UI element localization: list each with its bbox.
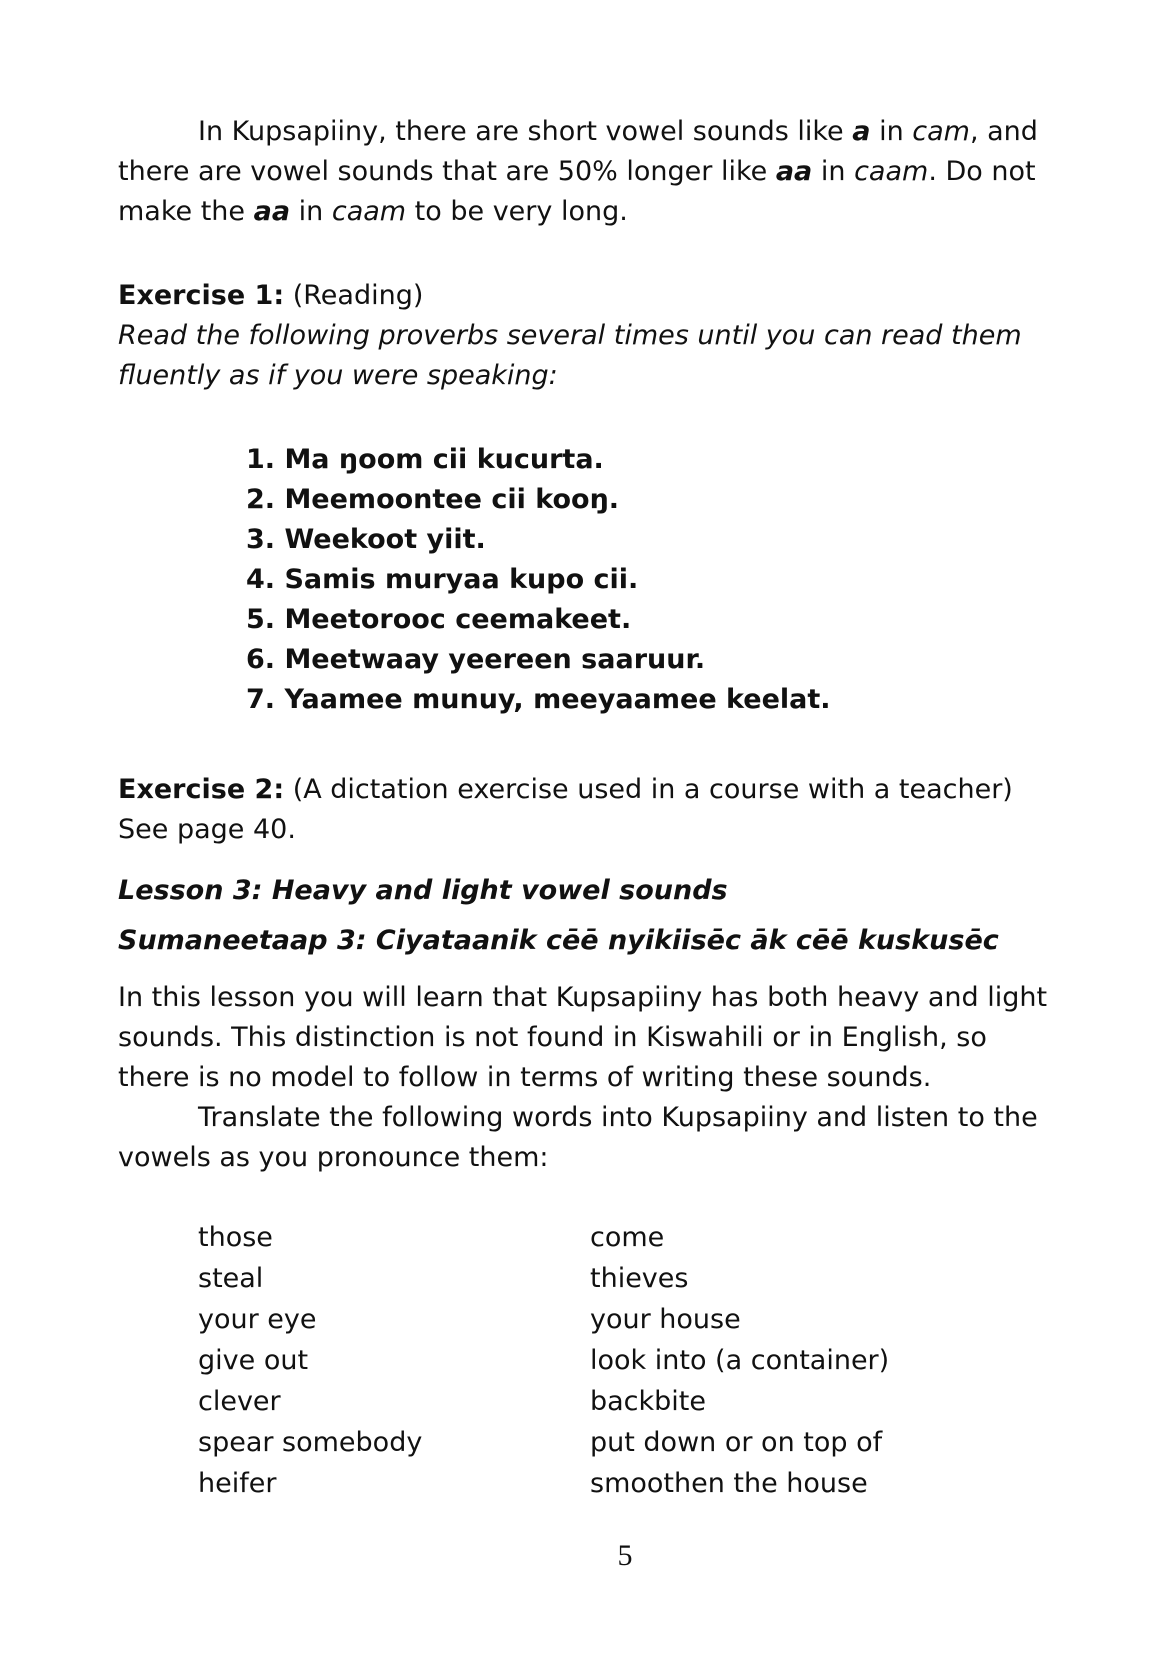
proverb-item: 1. Ma ŋoom cii kucurta. xyxy=(246,444,604,475)
proverb-list xyxy=(246,440,831,720)
word-item: put down or on top of xyxy=(590,1427,883,1458)
word-item: steal xyxy=(198,1263,264,1294)
intro-example-vowel: aa xyxy=(253,196,291,227)
intro-text: in xyxy=(870,116,913,147)
lesson-3-heading xyxy=(118,866,1063,966)
intro-example-vowel: aa xyxy=(775,156,813,187)
word-item: heifer xyxy=(198,1468,277,1499)
intro-paragraph xyxy=(118,112,1063,232)
lesson-paragraph: In this lesson you will learn that Kupsapiiny has both heavy and light sounds. This distinction is not found in Kiswahili or in English, so there is no model to follow in terms of writing these sounds. xyxy=(118,982,1048,1093)
intro-example-word: cam xyxy=(912,116,970,147)
word-item: those xyxy=(198,1222,273,1253)
intro-example-word: caam xyxy=(854,156,929,187)
proverb-item: 6. Meetwaay yeereen saaruur. xyxy=(246,644,706,675)
word-item: clever xyxy=(198,1386,281,1417)
intro-text: to be very long. xyxy=(406,196,628,227)
intro-text: In Kupsapiiny, there are short vowel sounds like xyxy=(198,116,853,147)
intro-example-word: caam xyxy=(331,196,407,227)
exercise-1-label: Exercise 1: xyxy=(118,280,285,311)
exercise-1 xyxy=(118,276,1063,396)
proverb-item: 7. Yaamee munuy, meeyaamee keelat. xyxy=(246,684,831,715)
intro-text: , and there are vowel sounds that are 50% longer like xyxy=(118,116,1038,187)
exercise-2 xyxy=(118,770,1063,850)
exercise-1-type: (Reading) xyxy=(284,280,424,311)
word-item: come xyxy=(590,1222,665,1253)
word-list xyxy=(198,1218,998,1505)
exercise-2-heading xyxy=(118,770,1063,810)
intro-example-vowel: a xyxy=(852,116,871,147)
intro-text: . Do not make the xyxy=(118,156,1036,227)
word-item: give out xyxy=(198,1345,309,1376)
proverb-item: 5. Meetorooc ceemakeet. xyxy=(246,604,632,635)
word-item: your house xyxy=(590,1304,741,1335)
lesson-body xyxy=(118,978,1063,1178)
lesson-subtitle: Sumaneetaap 3: Ciyataanik cēē nyikiisēc āk cēē kuskusēc xyxy=(118,925,999,956)
exercise-2-description: (A dictation exercise used in a course with a teacher) xyxy=(284,774,1013,805)
exercise-2-label: Exercise 2: xyxy=(118,774,285,805)
word-item: spear somebody xyxy=(198,1427,423,1458)
word-item: smoothen the house xyxy=(590,1468,868,1499)
proverb-item: 4. Samis muryaa kupo cii. xyxy=(246,564,639,595)
exercise-1-heading xyxy=(118,276,1063,316)
exercise-2-page-reference: See page 40. xyxy=(118,814,296,845)
lesson-instruction: Translate the following words into Kupsapiiny and listen to the vowels as you pronounce them: xyxy=(118,1102,1038,1173)
intro-text: in xyxy=(290,196,332,227)
word-item: your eye xyxy=(198,1304,317,1335)
intro-text: in xyxy=(812,156,855,187)
proverb-item: 3. Weekoot yiit. xyxy=(246,524,486,555)
word-item: look into (a container) xyxy=(590,1345,890,1376)
exercise-1-instruction: Read the following proverbs several times until you can read them fluently as if you were speaking: xyxy=(118,320,1022,391)
lesson-title: Lesson 3: Heavy and light vowel sounds xyxy=(118,875,728,906)
word-item: backbite xyxy=(590,1386,707,1417)
word-item: thieves xyxy=(590,1263,689,1294)
page-number: 5 xyxy=(617,1539,633,1572)
proverb-item: 2. Meemoontee cii kooŋ. xyxy=(246,484,620,515)
